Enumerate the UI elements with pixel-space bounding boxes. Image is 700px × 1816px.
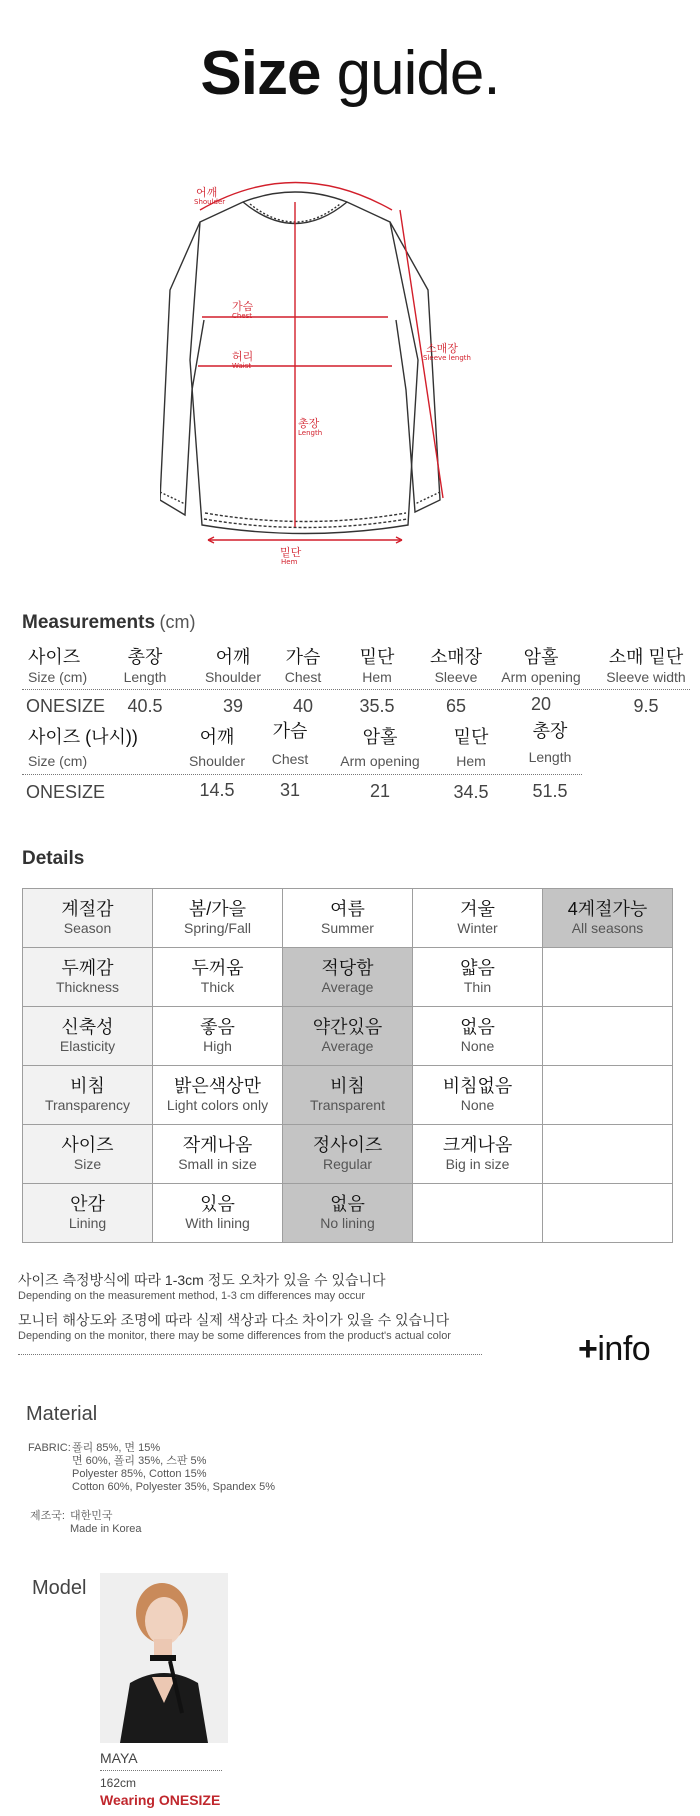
t1-header-hem: 밑단 Hem [359, 647, 395, 685]
material-title: Material [26, 1403, 98, 1425]
details-row [23, 889, 673, 948]
t2-header-shoulder: 어깨 Shoulder [188, 727, 246, 769]
details-option-cell [413, 948, 543, 1007]
details-option-cell [283, 889, 413, 948]
length-label-en: Length [298, 429, 323, 437]
details-option-cell [413, 889, 543, 948]
details-cell-ko: 봄/가을 [188, 899, 247, 919]
details-option-cell [413, 1125, 543, 1184]
details-category-cell [23, 1066, 153, 1125]
details-option-cell [283, 1184, 413, 1243]
details-row [23, 1125, 673, 1184]
details-cell-ko: 밝은색상만 [174, 1076, 261, 1096]
note-color-en: Depending on the monitor, there may be some differences from the product's actual color [18, 1330, 451, 1342]
details-cell-ko: 좋음 [200, 1017, 235, 1037]
t2-value-length: 51.5 [532, 781, 568, 801]
t1-value-sleeve-width: 9.5 [633, 696, 659, 716]
chest-label-en: Chest [232, 312, 253, 320]
note-measurement-en: Depending on the measurement method, 1-3 cm differences may occur [18, 1290, 366, 1302]
origin-line: 대한민국 [70, 1510, 113, 1522]
waist-label-ko: 허리 [232, 350, 254, 363]
details-option-cell [543, 1184, 673, 1243]
fabric-line: 폴리 85%, 면 15% [72, 1442, 161, 1454]
measurements-title: Measurements [22, 612, 156, 633]
info-plus: + [578, 1330, 598, 1368]
garment-diagram [160, 170, 550, 575]
note-measurement [18, 1270, 386, 1302]
t1-header-size: 사이즈 Size (cm) [28, 647, 88, 685]
details-option-cell [543, 889, 673, 948]
details-table [22, 888, 673, 1243]
t1-header-arm-opening: 암홀 Arm opening [501, 647, 581, 685]
details-category-cell [23, 889, 153, 948]
details-option-cell [283, 1007, 413, 1066]
t2-value-shoulder: 14.5 [199, 780, 235, 800]
t2-value-chest: 31 [279, 780, 301, 800]
t2-header-arm-opening: 암홀 Arm opening [340, 727, 420, 769]
t1-value-hem: 35.5 [359, 696, 395, 716]
details-cell-en: Big in size [445, 1156, 510, 1172]
length-label-ko: 총장 [298, 417, 320, 430]
details-cell-en: Summer [321, 920, 374, 936]
details-option-cell [153, 1184, 283, 1243]
hem-label-ko: 밑단 [280, 546, 302, 559]
details-cell-en: Season [63, 920, 112, 936]
t1-header-length: 총장 Length [123, 647, 167, 685]
details-title: Details [22, 848, 85, 869]
t1-header-sleeve: 소매장 Sleeve [429, 647, 483, 685]
details-cell-ko: 비침 [70, 1076, 105, 1096]
origin-line: Made in Korea [70, 1523, 142, 1535]
details-cell-ko: 계절감 [61, 899, 114, 919]
t2-header-size: 사이즈 (나시)) Size (cm) [28, 727, 138, 769]
details-cell-ko: 없음 [460, 1017, 495, 1037]
page-title [0, 38, 700, 109]
details-row [23, 1007, 673, 1066]
t2-value-size: ONESIZE [26, 782, 106, 802]
details-option-cell [153, 948, 283, 1007]
details-option-cell [543, 1066, 673, 1125]
t2-divider [22, 774, 582, 775]
details-cell-ko: 있음 [200, 1194, 235, 1214]
details-option-cell [413, 1007, 543, 1066]
fabric-line: Polyester 85%, Cotton 15% [72, 1468, 207, 1480]
details-cell-en: Size [73, 1156, 102, 1172]
details-cell-en: Average [321, 979, 374, 995]
t1-divider [22, 689, 690, 690]
t1-value-arm-opening: 20 [530, 694, 552, 714]
details-cell-en: Average [321, 1038, 374, 1054]
details-cell-en: Elasticity [59, 1038, 116, 1054]
details-cell-en: Transparency [44, 1097, 131, 1113]
details-category-cell [23, 948, 153, 1007]
details-option-cell [543, 948, 673, 1007]
details-cell-en: All seasons [571, 920, 644, 936]
model-photo-illustration [100, 1573, 228, 1743]
details-option-cell [413, 1184, 543, 1243]
measurements-heading [22, 612, 196, 634]
details-row [23, 1066, 673, 1125]
details-cell-ko: 안감 [70, 1194, 105, 1214]
notes-divider [18, 1354, 482, 1355]
t2-header-length: 총장 Length [528, 721, 572, 765]
note-color-ko: 모니터 해상도와 조명에 따라 실제 색상과 다소 차이가 있을 수 있습니다 [18, 1312, 450, 1328]
details-cell-en: Lining [68, 1215, 107, 1231]
details-option-cell [153, 889, 283, 948]
details-option-cell [153, 1125, 283, 1184]
details-cell-ko: 작게나옴 [182, 1135, 253, 1155]
t1-value-size: ONESIZE [26, 696, 106, 716]
details-option-cell [283, 948, 413, 1007]
details-category-cell [23, 1125, 153, 1184]
model-height: 162cm [100, 1776, 137, 1790]
title-light: guide. [336, 39, 500, 108]
details-cell-en: Thin [463, 979, 492, 995]
t2-header-hem: 밑단 Hem [453, 727, 489, 769]
details-cell-ko: 사이즈 [61, 1135, 114, 1155]
fabric-label: FABRIC: [28, 1442, 71, 1454]
details-option-cell [283, 1066, 413, 1125]
shoulder-label-ko: 어깨 [196, 186, 218, 199]
details-option-cell [543, 1125, 673, 1184]
t1-value-length: 40.5 [127, 696, 163, 716]
details-cell-ko: 약간있음 [312, 1017, 383, 1037]
details-cell-en: Spring/Fall [184, 920, 251, 936]
details-cell-ko: 두꺼움 [191, 958, 244, 978]
sleeve-label-ko: 소매장 [426, 342, 458, 355]
origin-label: 제조국: [30, 1510, 65, 1522]
details-option-cell [153, 1066, 283, 1125]
t1-value-chest: 40 [292, 696, 314, 716]
model-title: Model [32, 1577, 87, 1599]
t2-value-arm-opening: 21 [369, 781, 391, 801]
details-category-cell [23, 1007, 153, 1066]
fabric-line: Cotton 60%, Polyester 35%, Spandex 5% [72, 1481, 276, 1493]
model-name: MAYA [100, 1750, 138, 1766]
details-cell-ko: 겨울 [460, 899, 495, 919]
info-text: info [597, 1330, 651, 1368]
details-cell-ko: 정사이즈 [312, 1135, 383, 1155]
details-cell-en: Light colors only [166, 1097, 269, 1113]
measurements-unit: (cm) [159, 612, 196, 632]
waist-label-en: Waist [232, 362, 252, 370]
details-option-cell [283, 1125, 413, 1184]
t1-header-shoulder: 어깨 Shoulder [204, 647, 262, 685]
info-label [578, 1330, 650, 1369]
fabric-line: 면 60%, 폴리 35%, 스판 5% [72, 1455, 207, 1467]
details-cell-en: Thick [200, 979, 235, 995]
details-cell-en: None [460, 1038, 495, 1054]
details-cell-en: Transparent [310, 1097, 385, 1113]
model-photo [100, 1573, 228, 1743]
details-cell-ko: 크게나옴 [442, 1135, 513, 1155]
details-cell-en: Regular [322, 1156, 373, 1172]
chest-label-ko: 가슴 [232, 300, 254, 313]
t2-value-hem: 34.5 [453, 782, 489, 802]
details-cell-en: With lining [185, 1215, 250, 1231]
details-cell-ko: 비침 [330, 1076, 365, 1096]
model-divider [100, 1770, 222, 1771]
t1-header-chest: 가슴 Chest [284, 647, 322, 685]
details-cell-en: Thickness [55, 979, 120, 995]
details-cell-ko: 여름 [330, 899, 365, 919]
title-bold: Size [200, 39, 321, 108]
details-cell-ko: 얇음 [460, 958, 495, 978]
model-wearing-size: Wearing ONESIZE [100, 1792, 221, 1808]
details-cell-ko: 두께감 [61, 958, 114, 978]
note-color [18, 1310, 451, 1342]
details-option-cell [153, 1007, 283, 1066]
details-row [23, 1184, 673, 1243]
details-cell-en: Winter [457, 920, 498, 936]
details-row [23, 948, 673, 1007]
t1-value-shoulder: 39 [222, 696, 244, 716]
sleeve-label-en: Sleeve length [423, 354, 471, 362]
details-cell-en: High [203, 1038, 232, 1054]
details-category-cell [23, 1184, 153, 1243]
t1-header-sleeve-width: 소매 밑단 Sleeve width [606, 647, 686, 685]
note-measurement-ko: 사이즈 측정방식에 따라 1-3cm 정도 오차가 있을 수 있습니다 [18, 1272, 386, 1288]
details-option-cell [543, 1007, 673, 1066]
t2-header-chest: 가슴 Chest [271, 721, 309, 767]
details-cell-en: Small in size [178, 1156, 257, 1172]
details-option-cell [413, 1066, 543, 1125]
hem-label-en: Hem [281, 558, 298, 566]
t1-value-sleeve: 65 [445, 696, 467, 716]
details-cell-ko: 없음 [330, 1194, 365, 1214]
shoulder-label-en: Shoulder [194, 198, 226, 206]
details-cell-en: None [460, 1097, 495, 1113]
details-cell-ko: 4계절가능 [567, 899, 648, 919]
details-cell-ko: 적당함 [321, 958, 374, 978]
details-cell-en: No lining [320, 1215, 375, 1231]
details-cell-ko: 신축성 [61, 1017, 114, 1037]
details-cell-ko: 비침없음 [442, 1076, 513, 1096]
